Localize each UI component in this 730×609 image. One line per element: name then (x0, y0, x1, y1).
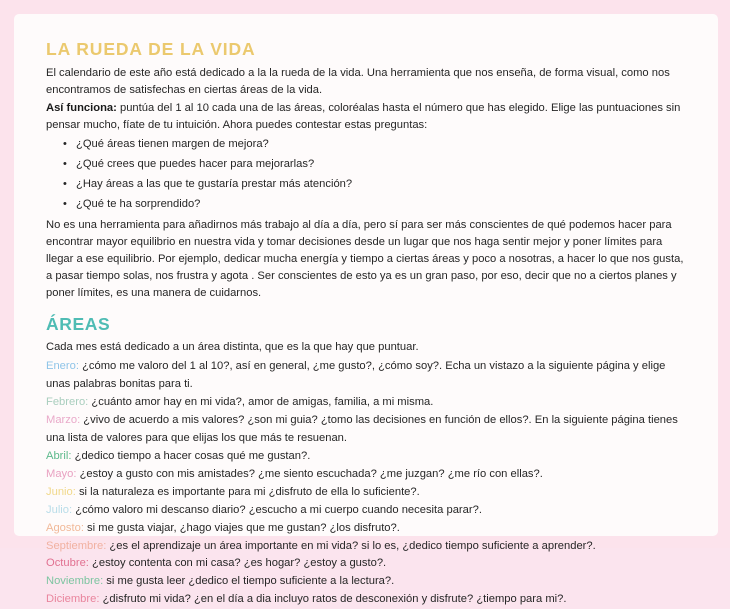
list-item (46, 394, 688, 412)
list-item (46, 448, 688, 466)
list-item: • ¿Qué áreas tienen margen de mejora? (76, 135, 688, 155)
month-text: ¿disfruto mi vida? ¿en el día a dia incluyo ratos de desconexión y disfrute? ¿tiempo para mi?. (99, 593, 567, 606)
month-label: Febrero: (46, 396, 89, 409)
how-it-works-paragraph (46, 100, 688, 134)
list-item (46, 502, 688, 520)
month-label: Julio: (46, 503, 73, 516)
month-label: Octubre: (46, 557, 89, 570)
list-item: • ¿Qué crees que puedes hacer para mejorarlas? (76, 155, 688, 175)
list-item (46, 484, 688, 502)
list-item: • ¿Qué te ha sorprendido? (76, 195, 688, 215)
list-item (46, 412, 688, 448)
list-item (46, 538, 688, 556)
month-text: ¿es el aprendizaje un área importante en mi vida? si lo es, ¿dedico tiempo suficiente a aprender?. (106, 539, 596, 552)
intro-paragraph: El calendario de este año está dedicado a la la rueda de la vida. Una herramienta que nos enseña, de forma visual, como nos encontramos de satisfechas en ciertas áreas de la vida. (46, 67, 670, 97)
questions-list (46, 135, 688, 215)
list-item (46, 591, 688, 609)
month-text: ¿cómo me valoro del 1 al 10?, así en general, ¿me gusto?, ¿cómo soy?. Echa un vistazo a la siguiente página y elige unas palabras bonitas para ti. (46, 360, 666, 391)
month-text: si me gusta viajar, ¿hago viajes que me gustan? ¿los disfruto?. (83, 521, 400, 534)
list-item (46, 466, 688, 484)
list-item (46, 573, 688, 591)
closing-paragraph: No es una herramienta para añadirnos más trabajo al día a día, pero sí para ser más conscientes de qué podemos hacer para encontrar mayor equilibrio en nuestra vida y tomar decisiones desde un lugar que nos haga sentir mejor y poner límites para llegar a ese equilibrio. Por ejemplo, dedicar mucha energía y tiempo a ciertas áreas y poco a nosotras, a hacer lo que nos gusta, a pasar tiempo solas, nos frustra y agota . Ser conscientes de esto ya es un gran paso, por eso, decir que no a ciertos planes y poner límites, es una manera de cuidarnos. (46, 219, 684, 300)
month-text: ¿cuánto amor hay en mi vida?, amor de amigas, familia, a mi misma. (88, 396, 434, 409)
month-text: si me gusta leer ¿dedico el tiempo suficiente a la lectura?. (103, 575, 395, 588)
month-text: ¿estoy a gusto con mis amistades? ¿me siento escuchada? ¿me juzgan? ¿me río con ellas?. (76, 467, 543, 480)
month-text: ¿estoy contenta con mi casa? ¿es hogar? ¿estoy a gusto?. (88, 557, 387, 570)
months-list (46, 358, 688, 609)
list-item (46, 555, 688, 573)
month-label: Enero: (46, 360, 79, 373)
month-label: Diciembre: (46, 593, 100, 606)
page-title: LA RUEDA DE LA VIDA (46, 39, 256, 59)
list-item (46, 520, 688, 538)
month-label: Junio: (46, 485, 76, 498)
month-text: ¿vivo de acuerdo a mis valores? ¿son mi guia? ¿tomo las decisiones en función de ellos?. En la siguiente página tienes una lista de valores para que elijas los que más te resuenan. (46, 414, 678, 444)
month-label: Mayo: (46, 467, 77, 480)
how-it-works-label: Así funciona: (46, 102, 117, 115)
month-text: ¿dedico tiempo a hacer cosas qué me gustan?. (71, 449, 311, 462)
document-page (14, 14, 718, 606)
month-text: ¿cómo valoro mi descanso diario? ¿escucho a mi cuerpo cuando necesita parar?. (72, 503, 482, 516)
areas-intro: Cada mes está dedicado a un área distinta, que es la que hay que puntuar. (46, 341, 419, 354)
month-label: Marzo: (46, 414, 81, 427)
areas-section-title: ÁREAS (46, 314, 111, 335)
month-label: Septiembre: (46, 539, 107, 552)
month-label: Agosto: (46, 521, 84, 534)
list-item: • ¿Hay áreas a las que te gustaría prestar más atención? (76, 175, 688, 195)
month-text: si la naturaleza es importante para mi ¿disfruto de ella lo suficiente?. (75, 485, 420, 498)
list-item (46, 358, 688, 394)
month-label: Noviembre: (46, 575, 104, 588)
how-it-works-text: puntúa del 1 al 10 cada una de las áreas, coloréalas hasta el número que has elegido. Elige las puntuaciones sin pensar mucho, fíate de tu intuición. Ahora puedes contestar estas preguntas: (46, 102, 681, 132)
month-label: Abril: (46, 449, 72, 462)
